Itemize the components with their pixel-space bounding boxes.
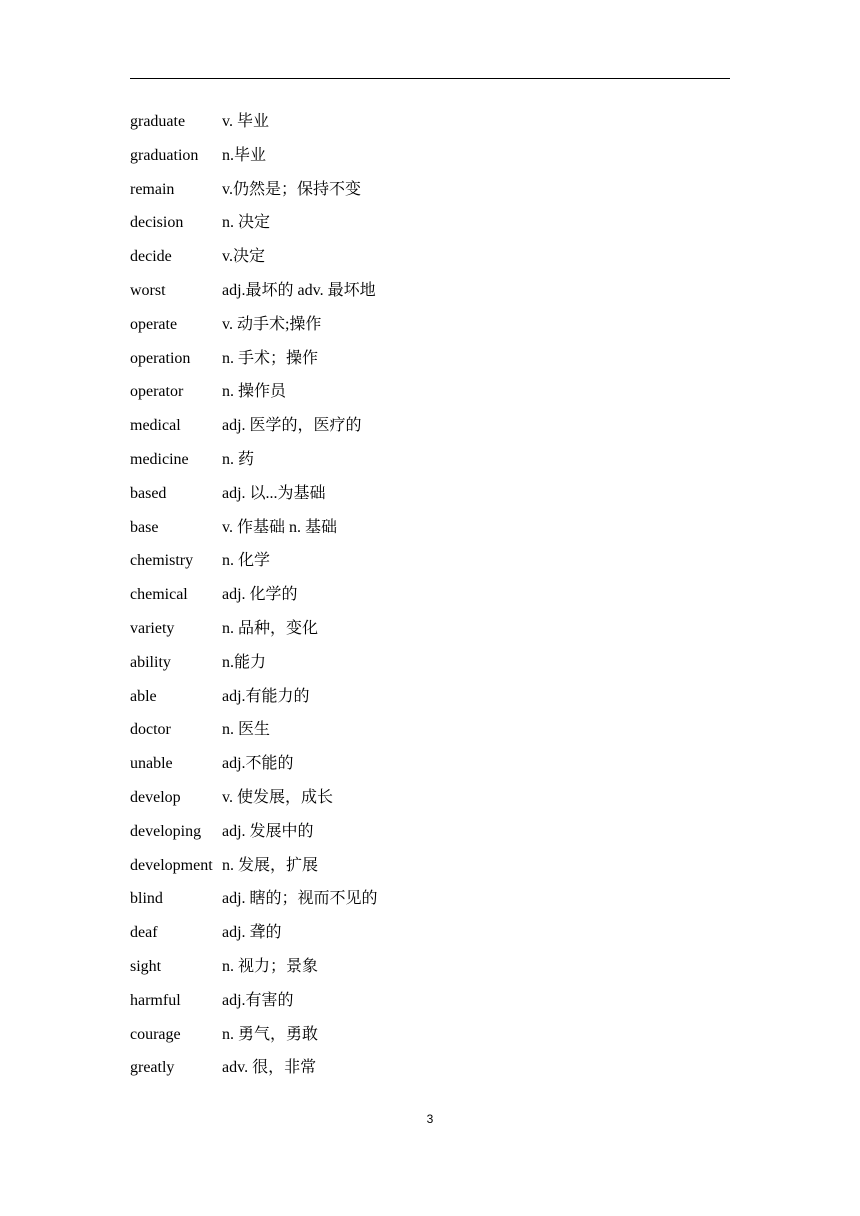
vocab-definition: adj.有能力的 bbox=[222, 687, 310, 705]
vocab-definition: n. 决定 bbox=[222, 214, 271, 232]
vocab-word: blind bbox=[130, 890, 163, 908]
vocab-definition: n. 操作员 bbox=[222, 383, 287, 401]
vocab-word: worst bbox=[130, 281, 166, 299]
vocab-entry bbox=[130, 783, 730, 817]
vocab-word: base bbox=[130, 518, 159, 536]
vocab-entry bbox=[130, 310, 730, 344]
vocab-word: deaf bbox=[130, 924, 158, 942]
vocab-definition: adj. 聋的 bbox=[222, 924, 282, 942]
vocab-entry bbox=[130, 411, 730, 445]
vocab-definition: adj.有害的 bbox=[222, 991, 294, 1009]
vocab-word: able bbox=[130, 687, 157, 705]
vocab-definition: adj. 发展中的 bbox=[222, 822, 314, 840]
vocab-word: operator bbox=[130, 383, 184, 401]
vocab-word: ability bbox=[130, 653, 171, 671]
vocab-entry bbox=[130, 175, 730, 209]
vocab-word: graduation bbox=[130, 146, 199, 164]
vocab-word: develop bbox=[130, 788, 181, 806]
vocab-entry bbox=[130, 884, 730, 918]
vocab-definition: v. 毕业 bbox=[222, 113, 269, 130]
vocab-definition: v.仍然是；保持不变 bbox=[222, 180, 361, 198]
header-rule bbox=[130, 78, 730, 79]
vocab-definition: adj.最坏的 adv. 最坏地 bbox=[222, 281, 376, 299]
vocab-definition: v. 动手术;操作 bbox=[222, 315, 322, 333]
vocab-entry bbox=[130, 918, 730, 952]
vocab-definition: n. 医生 bbox=[222, 721, 271, 739]
vocab-word: variety bbox=[130, 619, 175, 637]
vocab-entry bbox=[130, 817, 730, 851]
vocab-definition: n.毕业 bbox=[222, 146, 267, 164]
vocab-entry bbox=[130, 208, 730, 242]
vocab-definition: adj. 以...为基础 bbox=[222, 484, 326, 502]
vocab-entry bbox=[130, 1020, 730, 1054]
vocab-definition: n.能力 bbox=[222, 653, 267, 671]
vocab-word: chemical bbox=[130, 586, 188, 604]
vocab-word: chemistry bbox=[130, 552, 194, 570]
vocab-entry bbox=[130, 242, 730, 276]
vocab-entry bbox=[130, 986, 730, 1020]
vocab-entry bbox=[130, 952, 730, 986]
vocab-entry bbox=[130, 141, 730, 175]
vocab-word: harmful bbox=[130, 991, 181, 1009]
vocab-word: development bbox=[130, 856, 213, 874]
vocab-definition: n. 药 bbox=[222, 450, 255, 468]
vocab-word: unable bbox=[130, 755, 173, 773]
vocab-entry bbox=[130, 749, 730, 783]
vocab-entry bbox=[130, 715, 730, 749]
vocab-definition: v.决定 bbox=[222, 248, 265, 266]
vocab-word: operate bbox=[130, 315, 178, 333]
vocab-entry bbox=[130, 344, 730, 378]
vocab-entry bbox=[130, 377, 730, 411]
vocab-entry bbox=[130, 107, 730, 141]
vocab-entry bbox=[130, 580, 730, 614]
vocab-entry bbox=[130, 614, 730, 648]
vocab-word: decide bbox=[130, 248, 172, 266]
vocab-entry bbox=[130, 546, 730, 580]
vocab-entry bbox=[130, 851, 730, 885]
vocab-entry bbox=[130, 445, 730, 479]
vocab-word: sight bbox=[130, 957, 162, 975]
vocab-definition: v. 使发展，成长 bbox=[222, 788, 333, 806]
vocab-definition: adv. 很，非常 bbox=[222, 1059, 317, 1077]
vocab-definition: n. 手术；操作 bbox=[222, 349, 319, 367]
vocab-definition: adj. 医学的，医疗的 bbox=[222, 417, 362, 435]
vocab-word: decision bbox=[130, 214, 184, 232]
vocab-word: courage bbox=[130, 1025, 181, 1043]
vocab-definition: n. 化学 bbox=[222, 552, 271, 570]
vocab-word: remain bbox=[130, 180, 175, 198]
vocab-definition: v. 作基础 n. 基础 bbox=[222, 518, 337, 536]
vocab-definition: n. 品种，变化 bbox=[222, 619, 319, 637]
vocab-word: doctor bbox=[130, 721, 171, 739]
vocab-word: developing bbox=[130, 822, 202, 840]
vocab-word: operation bbox=[130, 349, 191, 367]
vocab-word: based bbox=[130, 484, 167, 502]
vocab-definition: n. 视力；景象 bbox=[222, 957, 319, 975]
vocab-word: medical bbox=[130, 417, 181, 435]
vocab-definition: adj. 瞎的；视而不见的 bbox=[222, 890, 378, 908]
vocab-entry bbox=[130, 682, 730, 716]
vocab-entry bbox=[130, 1053, 730, 1087]
vocab-definition: n. 发展，扩展 bbox=[222, 856, 319, 874]
vocab-entry bbox=[130, 513, 730, 547]
vocab-definition: adj. 化学的 bbox=[222, 586, 298, 604]
vocab-entry bbox=[130, 648, 730, 682]
vocab-definition: n. 勇气，勇敢 bbox=[222, 1025, 319, 1043]
vocab-word: graduate bbox=[130, 113, 186, 130]
vocab-entry bbox=[130, 479, 730, 513]
vocabulary-list bbox=[130, 107, 730, 1087]
vocab-entry bbox=[130, 276, 730, 310]
page-number: 3 bbox=[426, 1112, 434, 1126]
vocab-word: greatly bbox=[130, 1059, 175, 1077]
vocab-word: medicine bbox=[130, 450, 189, 468]
vocab-definition: adj.不能的 bbox=[222, 755, 294, 773]
